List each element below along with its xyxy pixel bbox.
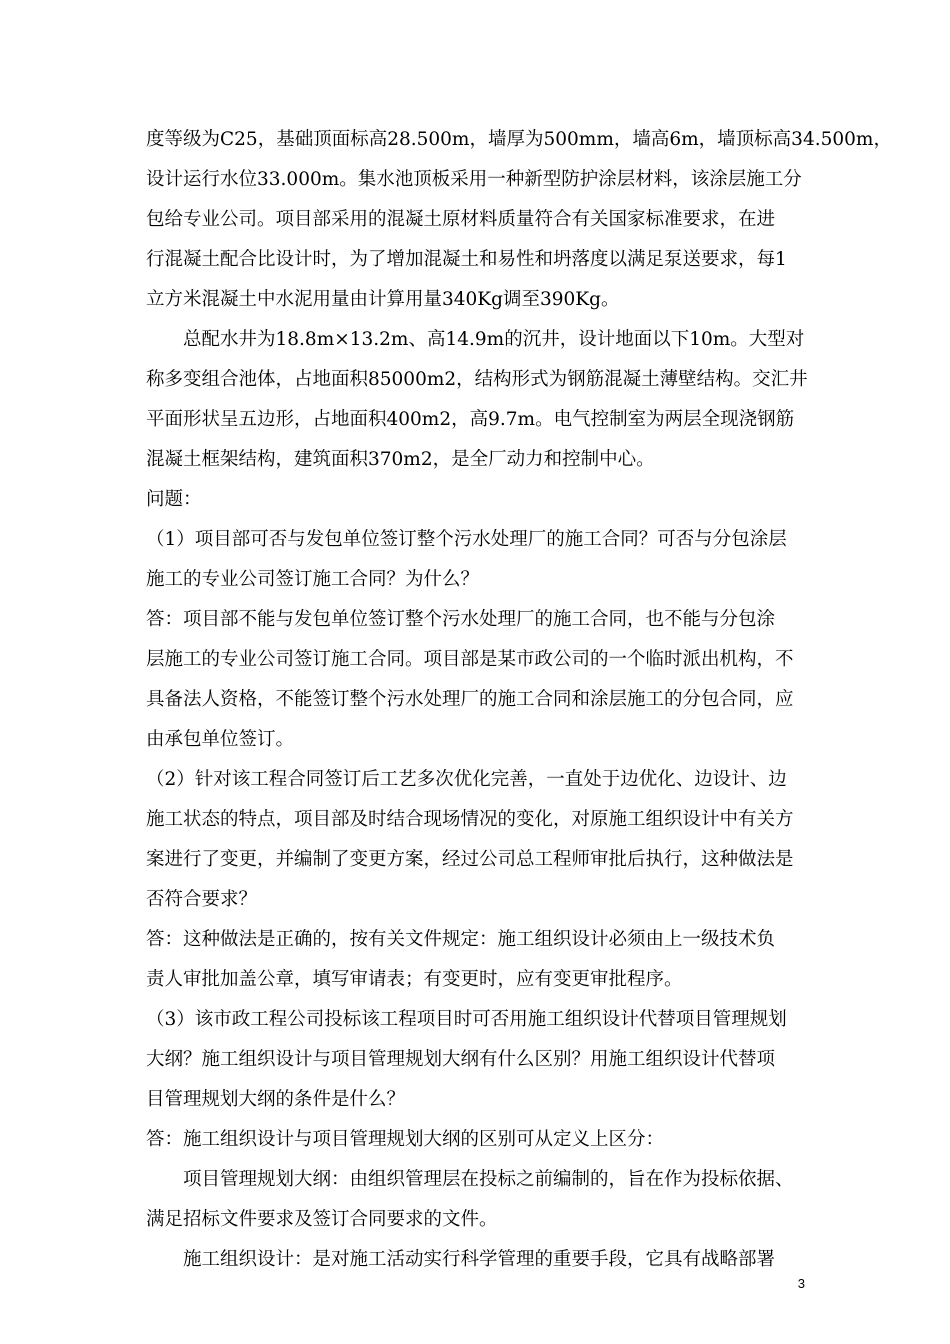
answer-1-line: 答：项目部不能与发包单位签订整个污水处理厂的施工合同，也不能与分包涂 [146,609,776,630]
text-line: 平面形状呈五边形，占地面积400m2，高9.7m。电气控制室为两层全现浇钢筋 [146,409,795,430]
text-line: 称多变组合池体，占地面积85000m2，结构形式为钢筋混凝土薄壁结构。交汇井 [146,369,808,390]
question-2-line: （2）针对该工程合同签订后工艺多次优化完善，一直处于边优化、边设计、边 [146,769,787,790]
text-line: 包给专业公司。项目部采用的混凝土原材料质量符合有关国家标准要求，在进 [146,209,776,230]
text-line: 混凝土框架结构，建筑面积370m2，是全厂动力和控制中心。 [146,449,655,470]
page-number: 3 [797,1276,805,1291]
question-1-line: 施工的专业公司签订施工合同？为什么？ [146,569,480,590]
answer-1-line: 具备法人资格，不能签订整个污水处理厂的施工合同和涂层施工的分包合同，应 [146,689,794,710]
question-3-line: 目管理规划大纲的条件是什么？ [146,1089,406,1110]
answer-3-line: 施工组织设计：是对施工活动实行科学管理的重要手段，它具有战略部署 [146,1249,776,1270]
question-3-line: 大纲？施工组织设计与项目管理规划大纲有什么区别？用施工组织设计代替项 [146,1049,776,1070]
answer-3-line: 项目管理规划大纲：由组织管理层在投标之前编制的，旨在作为投标依据、 [146,1169,794,1190]
question-2-line: 否符合要求？ [146,889,258,910]
answer-2-line: 答：这种做法是正确的，按有关文件规定：施工组织设计必须由上一级技术负 [146,929,776,950]
text-line: 度等级为C25，基础顶面标高28.500m，墙厚为500mm，墙高6m，墙顶标高34.500m， [146,129,892,150]
text-line: 总配水井为18.8m×13.2m、高14.9m的沉井，设计地面以下10m。大型对 [146,329,805,350]
text-line: 行混凝土配合比设计时，为了增加混凝土和易性和坍落度以满足泵送要求，每1 [146,249,787,270]
answer-3-line: 答：施工组织设计与项目管理规划大纲的区别可从定义上区分： [146,1129,665,1150]
question-2-line: 案进行了变更，并编制了变更方案，经过公司总工程师审批后执行，这种做法是 [146,849,794,870]
question-2-line: 施工状态的特点，项目部及时结合现场情况的变化，对原施工组织设计中有关方 [146,809,794,830]
body-text [146,120,892,1280]
text-line: 设计运行水位33.000m。集水池顶板采用一种新型防护涂层材料，该涂层施工分 [146,169,802,190]
question-3-line: （3）该市政工程公司投标该工程项目时可否用施工组织设计代替项目管理规划 [146,1009,787,1030]
questions-heading: 问题： [146,489,202,510]
answer-3-line: 满足招标文件要求及签订合同要求的文件。 [146,1209,498,1230]
text-line: 立方米混凝土中水泥用量由计算用量340Kg调至390Kg。 [146,289,620,310]
answer-1-line: 由承包单位签订。 [146,729,295,750]
question-1-line: （1）项目部可否与发包单位签订整个污水处理厂的施工合同？可否与分包涂层 [146,529,787,550]
answer-1-line: 层施工的专业公司签订施工合同。项目部是某市政公司的一个临时派出机构，不 [146,649,794,670]
answer-2-line: 责人审批加盖公章，填写审请表；有变更时，应有变更审批程序。 [146,969,683,990]
